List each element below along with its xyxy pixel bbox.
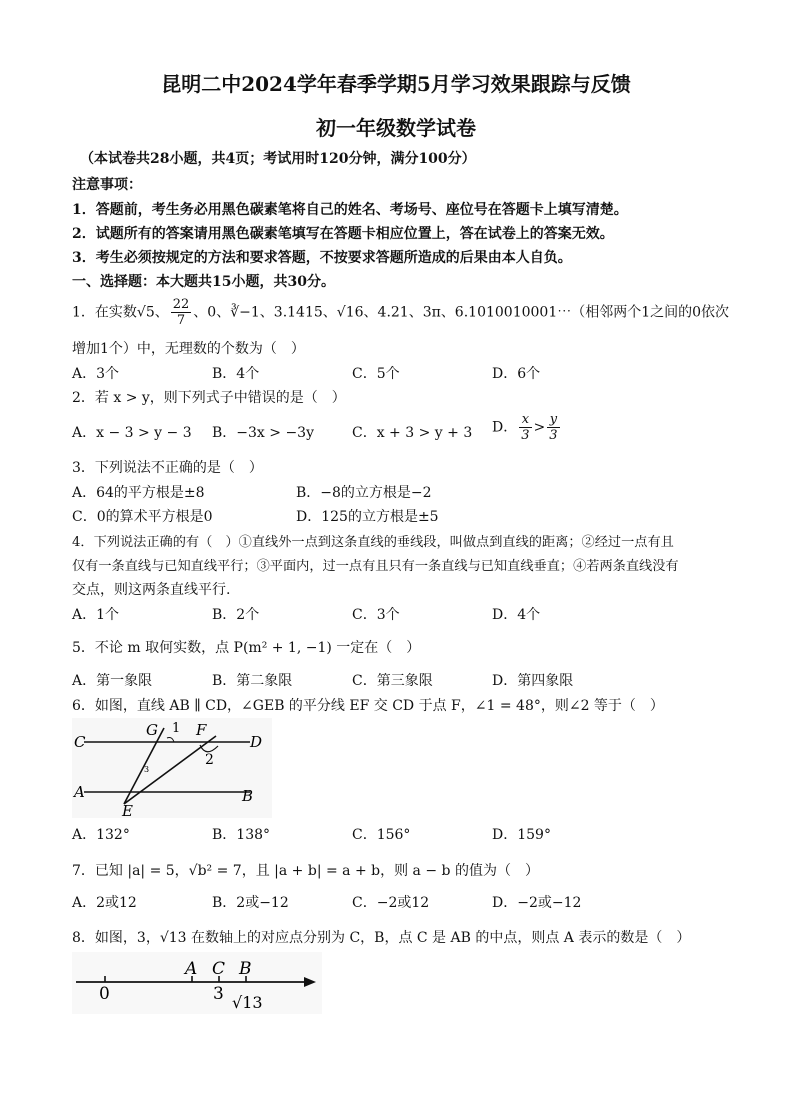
label-point-a: A xyxy=(185,959,198,979)
q1-n5: 3.1415 xyxy=(273,304,323,321)
notice-1: 1．答题前，考生务必用黑色碳素笔将自己的姓名、考场号、座位号在答题卡上填写清楚。 xyxy=(72,202,628,218)
q1-stem-line2: 增加1个）中，无理数的个数为（ ） xyxy=(72,341,305,357)
label-a: A xyxy=(74,783,85,801)
q7-option-d[interactable]: D．−2或−12 xyxy=(492,895,582,911)
q2-d-num-2: y xyxy=(547,412,559,428)
q2-stem: 2．若 x > y，则下列式子中错误的是（ ） xyxy=(72,390,346,406)
q1-n6: √16 xyxy=(336,304,364,321)
q1-frac-den: 7 xyxy=(176,313,186,328)
label-three: 3 xyxy=(213,984,224,1004)
q5-option-b[interactable]: B．第二象限 xyxy=(212,673,293,689)
q4-stem-line3: 交点，则这两条直线平行. xyxy=(72,582,231,598)
q1-n8: 3π xyxy=(422,304,441,321)
q1-option-b[interactable]: B．4个 xyxy=(212,366,260,382)
q5-option-a[interactable]: A．第一象限 xyxy=(72,673,153,689)
q6-option-c[interactable]: C．156° xyxy=(352,827,411,843)
q2-d-frac-1 xyxy=(519,412,531,443)
label-c: C xyxy=(74,733,86,751)
exam-note: （本试卷共28小题，共4页；考试用时120分钟，满分100分） xyxy=(80,151,476,167)
q1-option-d[interactable]: D．6个 xyxy=(492,366,541,382)
q4-stem-line2: 仅有一条直线与已知直线平行；③平面内，过一点有且只有一条直线与已知直线垂直；④若两条直线没有 xyxy=(72,559,679,574)
q2-option-a[interactable]: A．x − 3 > y − 3 xyxy=(72,425,192,441)
q8-number-line-figure xyxy=(72,952,322,1014)
label-g: G xyxy=(146,721,158,739)
q2-d-num-1: x xyxy=(519,412,531,428)
q4-option-c[interactable]: C．3个 xyxy=(352,607,400,623)
label-d: D xyxy=(250,733,263,751)
q2-d-den-1: 3 xyxy=(521,428,530,443)
q6-option-d[interactable]: D．159° xyxy=(492,827,551,843)
q6-option-b[interactable]: B．138° xyxy=(212,827,271,843)
q3-option-a[interactable]: A．64的平方根是±8 xyxy=(72,485,205,501)
q3-option-d[interactable]: D．125的立方根是±5 xyxy=(296,509,439,525)
label-zero: 0 xyxy=(99,984,110,1004)
q1-n4: ∛−1 xyxy=(230,304,260,321)
label-angle-2: 2 xyxy=(205,752,214,768)
q5-option-c[interactable]: C．第三象限 xyxy=(352,673,433,689)
q4-option-b[interactable]: B．2个 xyxy=(212,607,260,623)
q2-option-b[interactable]: B．−3x > −3y xyxy=(212,425,314,441)
q4-stem-line1: 4．下列说法正确的有（ ）①直线外一点到这条直线的垂线段，叫做点到直线的距离；②经过一点有且 xyxy=(72,535,674,550)
q2-option-c[interactable]: C．x + 3 > y + 3 xyxy=(352,425,473,441)
notice-3: 3．考生必须按规定的方法和要求答题，不按要求答题所造成的后果由本人自负。 xyxy=(72,250,572,266)
q7-option-a[interactable]: A．2或12 xyxy=(72,895,137,911)
q4-option-d[interactable]: D．4个 xyxy=(492,607,541,623)
q1-option-c[interactable]: C．5个 xyxy=(352,366,400,382)
q1-prefix: 1．在实数 xyxy=(72,304,137,321)
label-b: B xyxy=(242,787,254,805)
q1-option-a[interactable]: A．3个 xyxy=(72,366,120,382)
label-e: E xyxy=(122,802,133,818)
q7-stem: 7．已知 |a| = 5，√b² = 7，且 |a + b| = a + b，则 a − b 的值为（ ） xyxy=(72,863,539,879)
q1-tail: 、6.1010010001⋯（相邻两个1之间的0依次 xyxy=(440,304,730,321)
q1-stem-line1: 1．在实数√5、 $\frac{22}{7}$ 、0、∛−1、3.1415、√16、4.21、3π、6.1010010001⋯（相邻两个1之间的0依次 xyxy=(72,297,730,328)
label-f: F xyxy=(196,721,207,739)
label-angle-1: 1 xyxy=(172,721,181,736)
notice-2: 2．试题所有的答案请用黑色碳素笔填写在答题卡相应位置上，答在试卷上的答案无效。 xyxy=(72,226,614,242)
q7-option-c[interactable]: C．−2或12 xyxy=(352,895,430,911)
q2-d-frac-2 xyxy=(547,412,559,443)
q2-d-den-2: 3 xyxy=(549,428,558,443)
q3-stem: 3．下列说法不正确的是（ ） xyxy=(72,460,263,476)
q1-n1: √5 xyxy=(136,304,155,321)
notice-heading: 注意事项： xyxy=(72,177,142,193)
q1-n3: 0 xyxy=(207,304,217,321)
q3-option-c[interactable]: C．0的算术平方根是0 xyxy=(72,509,213,525)
q8-stem: 8．如图，3，√13 在数轴上的对应点分别为 C，B，点 C 是 AB 的中点，则点 A 表示的数是（ ） xyxy=(72,930,691,946)
q5-option-d[interactable]: D．第四象限 xyxy=(492,673,574,689)
q6-stem: 6．如图，直线 AB ∥ CD，∠GEB 的平分线 EF 交 CD 于点 F，∠1 = 48°，则∠2 等于（ ） xyxy=(72,698,664,714)
label-point-b: B xyxy=(239,959,252,979)
label-point-c: C xyxy=(212,959,226,979)
q6-option-a[interactable]: A．132° xyxy=(72,827,130,843)
section-1-heading: 一、选择题：本大题共15小题，共30分。 xyxy=(72,274,335,290)
q1-fraction xyxy=(171,297,192,328)
q2-d-op: > xyxy=(533,419,546,436)
label-sqrt13: √13 xyxy=(232,993,263,1012)
exam-title: 昆明二中2024学年春季学期5月学习效果跟踪与反馈 xyxy=(161,72,631,96)
label-angle-3: 3 xyxy=(144,765,150,774)
q2-option-d[interactable] xyxy=(492,412,562,443)
q6-figure xyxy=(72,718,272,818)
q7-option-b[interactable]: B．2或−12 xyxy=(212,895,289,911)
q1-n7: 4.21 xyxy=(377,304,409,321)
q5-stem: 5．不论 m 取何实数，点 P(m² + 1, −1) 一定在（ ） xyxy=(72,640,421,656)
q3-option-b[interactable]: B．−8的立方根是−2 xyxy=(296,485,432,501)
q1-frac-num: 22 xyxy=(172,297,190,312)
exam-subtitle: 初一年级数学试卷 xyxy=(316,116,476,140)
q4-option-a[interactable]: A．1个 xyxy=(72,607,120,623)
q2-option-d-label: D． xyxy=(492,419,518,436)
